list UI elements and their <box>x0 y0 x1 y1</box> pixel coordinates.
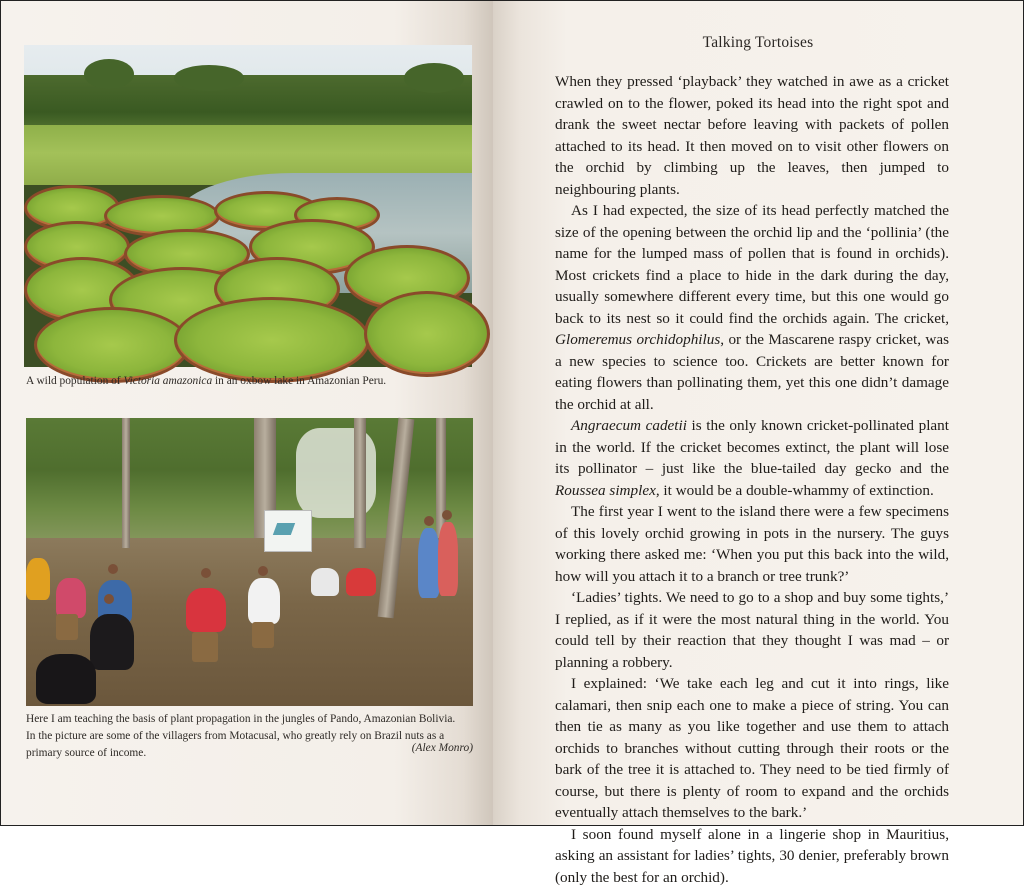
paragraph <box>555 200 949 415</box>
tree-crown <box>84 59 134 89</box>
teaching-board <box>264 510 312 552</box>
text-run: is the only known cricket-pollinated plant in the world. If the cricket becomes extinct, the plant will lose its pollinator – just like the blue-tailed day gecko and the <box>555 417 949 477</box>
species-name: Victoria amazonica <box>123 375 212 387</box>
seated-villager <box>36 654 96 704</box>
text-run: , it would be a double-whammy of extinction. <box>656 482 934 499</box>
standing-person <box>418 528 440 598</box>
seated-villager <box>26 558 50 600</box>
lily-pad <box>174 297 370 383</box>
text-run: As I had expected, the size of its head perfectly matched the size of the opening between the orchid lip and the ‘pollinia’ (the name for the lumped mass of pollen that is found in orchids). Most crickets find a place to hide in the dark during the day, usually somewhere different every time, but this one would go back to its nest so it could find the orchids again. The cricket, <box>555 202 949 327</box>
text-run: , or the Mascarene raspy cricket, was a new species to science too. Crickets are better known for eating flowers than pollinating them, yet this one didn’t damage the orchid at all. <box>555 331 949 413</box>
person-head <box>424 516 434 526</box>
lily-pad <box>364 291 490 377</box>
right-page <box>493 1 1023 825</box>
lily-pads-photo <box>24 45 472 367</box>
running-head: Talking Tortoises <box>493 34 1023 52</box>
tree-trunk <box>354 418 366 548</box>
seated-villager <box>90 614 134 670</box>
tree-trunk <box>122 418 130 548</box>
person-head <box>201 568 211 578</box>
paragraph: ‘Ladies’ tights. We need to go to a shop and buy some tights,’ I replied, as if it were the most natural thing in the world. You could tell by their reaction that they thought I was mad – or planning a robbery. <box>555 587 949 673</box>
person-head <box>258 566 268 576</box>
species-name: Glomeremus orchidophilus <box>555 331 720 348</box>
caption-bolivia <box>26 711 476 762</box>
species-name: Angraecum cadetii <box>571 417 687 434</box>
wooden-stool <box>252 622 274 648</box>
forest-class-photo <box>26 418 473 706</box>
seated-villager <box>186 588 226 632</box>
paragraph: The first year I went to the island there were a few specimens of this lovely orchid growing in pots in the nursery. The guys working there asked me: ‘When you put this back into the wild, how will you attach it to a branch or tree trunk?’ <box>555 501 949 587</box>
paragraph: When they pressed ‘playback’ they watched in awe as a cricket crawled on to the flower, poked its head into the right spot and drank the sweet nectar before leaving with packets of pollen attached to its head. It then moved on to visit other flowers on the orchid by climbing up the leaves, then jumped to neighbouring plants. <box>555 71 949 200</box>
body-text <box>555 71 949 888</box>
wooden-stool <box>192 632 218 662</box>
seated-villager <box>346 568 376 596</box>
tree-crown <box>174 65 244 91</box>
tree-crown <box>404 63 464 93</box>
caption-line: Here I am teaching the basis of plant propagation in the jungles of Pando, Amazonian Bolivia. <box>26 711 476 728</box>
species-name: Roussea simplex <box>555 482 656 499</box>
paragraph: I explained: ‘We take each leg and cut it into rings, like calamari, then snip each one to make a piece of string. You can then tie as many as you like together and use them to attach orchids to branches without cutting through their roots or the bark of the tree it is attached to. They need to be tied firmly of course, but there is plenty of room to expand and the orchids eventually attach themselves to the bark.’ <box>555 673 949 824</box>
seated-villager <box>248 578 280 624</box>
seated-villager <box>56 578 86 618</box>
caption-text: in an oxbow lake in Amazonian Peru. <box>212 375 386 387</box>
person-head <box>442 510 452 520</box>
caption-victoria <box>26 373 476 390</box>
caption-line: primary source of income. <box>26 745 476 762</box>
photo-credit: (Alex Monro) <box>412 742 473 754</box>
seated-villager <box>311 568 339 596</box>
person-head <box>104 594 114 604</box>
person-head <box>108 564 118 574</box>
wooden-stool <box>56 614 78 640</box>
tree-trunk <box>436 418 446 538</box>
caption-text: A wild population of <box>26 375 123 387</box>
standing-person <box>438 522 458 596</box>
left-page <box>1 1 493 825</box>
paragraph <box>555 415 949 501</box>
caption-line: In the picture are some of the villagers from Motacusal, who greatly rely on Brazil nuts as a <box>26 728 476 745</box>
lily-pad <box>34 307 190 383</box>
paragraph: I soon found myself alone in a lingerie shop in Mauritius, asking an assistant for ladies’ tights, 30 denier, preferably brown (only the best for an orchid). <box>555 824 949 888</box>
